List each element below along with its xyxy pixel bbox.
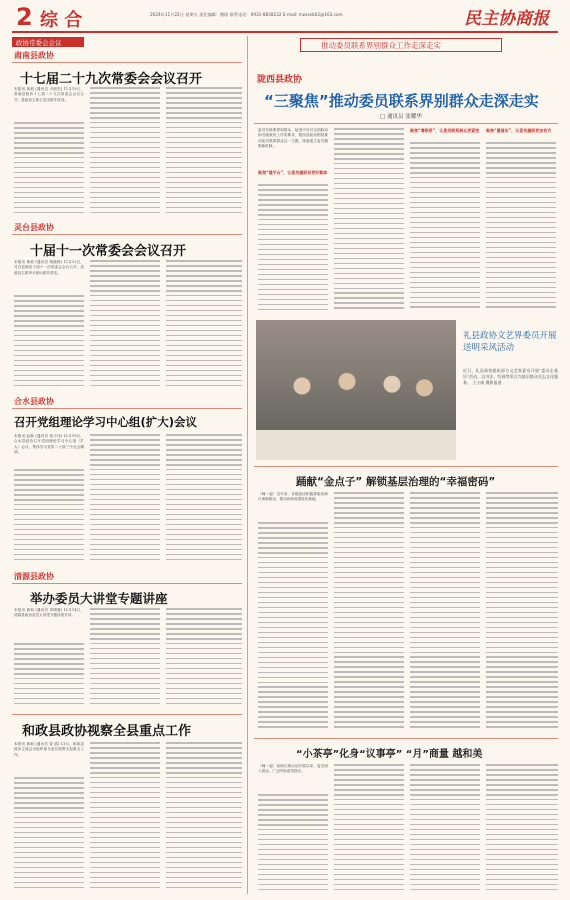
subsection-tag: 推动委员联系界别群众工作走深走实 (300, 38, 502, 52)
page-number: 2 (16, 3, 33, 31)
article-body (14, 469, 84, 564)
article-title: 十届十一次常委会会议召开 (30, 244, 187, 259)
article-body (258, 184, 328, 316)
feature-subhead: 聚焦“建平台”，让委员履职有更好载体 (258, 170, 328, 175)
divider (12, 62, 242, 63)
article-body (486, 492, 558, 732)
article-body (166, 260, 242, 390)
feature-lede: 委员有联系界别群众、接受中央对全国政协和各级政协工作的要求，陇西县政协围绕推动委员联系群众这一主题，探索建立委员履职新机制。 (258, 128, 328, 148)
article-body (14, 777, 84, 892)
article-lede: 本报讯 黄莉 (通讯员 尹丽杰) 11月19日，肃南县政协十七届二十九次常委会会议召开，县政协主席王浩出席并讲话。 (14, 87, 84, 102)
photo-caption: 近日，礼县政协组织部分文艺界委员开展“委员走基层”活动，以书法、绘画等形式为基层群众送去文化服务。 王小威 摄影报道 (463, 368, 558, 385)
article-title: 踊献“金点子” 解锁基层治理的“幸福密码” (296, 476, 496, 488)
header-rule (12, 31, 558, 33)
divider (254, 466, 558, 467)
article-title: 十七届二十九次常委会会议召开 (20, 72, 203, 87)
article-body (90, 608, 160, 708)
article-body (410, 142, 480, 316)
article-body (90, 434, 160, 564)
article-body (14, 122, 84, 217)
article-body (258, 794, 328, 894)
article-body (410, 764, 480, 894)
feature-byline: □ 通讯员 张耀华 (380, 114, 422, 120)
article-body (90, 742, 160, 892)
divider (254, 738, 558, 739)
article-title: “小茶亭”化身“议事亭” “月”商量 越和美 (296, 749, 483, 760)
divider (12, 583, 242, 584)
article-lede: 本报讯 黄莉 (通讯员 杨继锐) 11月12日，灵台县政协十届十一次常委会会议召开，县政协主席李永林出席并讲话。 (14, 260, 84, 275)
article-body (410, 492, 480, 732)
photo-title: 礼县政协文艺界委员开展送明采风活动 (463, 331, 557, 353)
photo-people (266, 350, 446, 440)
article-title: 举办委员大讲堂专题讲座 (30, 591, 168, 606)
article-lede: 本报讯 赵焕 (通讯员 高子玮) 11月19日，合水县政协召开党组理论学习中心组（扩大）会议，集体学习党的二十届三中全会精神。 (14, 434, 84, 454)
article-body (14, 295, 84, 390)
date-line: 2024年11月22日 星期五 责任编辑：熊阳 联系电话：0931-8838232 E-mail: mzxxsb02@163.com (150, 12, 343, 17)
article-lede: （峰一起）近年来，各级政协积极探索协商议事新路径，推动协商成果转化落地。 (258, 492, 328, 502)
article-body (166, 87, 242, 217)
section-name: 综 合 (40, 10, 83, 31)
article-title: 和政县政协视察全县重点工作 (22, 724, 192, 739)
divider (12, 234, 242, 235)
news-photo (256, 320, 456, 460)
masthead: 民主协商报 (464, 9, 549, 29)
article-locale: 清源县政协 (14, 572, 54, 581)
article-lede: （峰一起）协商议事活动开展以来，委员深入群众，广泛听取意见建议。 (258, 764, 328, 774)
article-body (90, 260, 160, 390)
article-body (14, 643, 84, 708)
article-locale: 肃南县政协 (14, 51, 54, 60)
photo-table (256, 430, 456, 460)
divider (254, 123, 558, 124)
article-lede: 本报讯 黄莉 (通讯员 刘增强) 11月14日，清源县政协委员大讲堂专题讲座开讲。 (14, 608, 84, 618)
feature-subhead: 聚焦“重落实”，让委员履职更加有为 (486, 128, 552, 133)
article-locale: 合水县政协 (14, 397, 54, 406)
article-locale: 灵台县政协 (14, 223, 54, 232)
article-body (166, 608, 242, 708)
article-body (166, 434, 242, 564)
article-body (486, 142, 556, 316)
article-body (334, 764, 404, 894)
feature-subhead: 聚焦“增联系”，让委员联系群众更紧密 (410, 128, 480, 133)
article-lede: 本报讯 黄莉 (通讯员 曾 鸥) 11月，和政县政协主席会议组织部分委员视察全县重点工作。 (14, 742, 84, 757)
feature-title: “三聚焦”推动委员联系界别群众走深走实 (264, 92, 539, 110)
article-body (90, 87, 160, 217)
column-rule (247, 36, 248, 894)
article-body (166, 742, 242, 892)
divider (12, 714, 242, 715)
article-locale: 陇西县政协 (257, 75, 303, 85)
article-body (334, 128, 404, 316)
column-tag: 政协常委会会议 (12, 37, 84, 47)
article-body (334, 492, 404, 732)
article-body (486, 764, 558, 894)
page-header (0, 0, 570, 34)
article-body (258, 522, 328, 732)
divider (12, 408, 242, 409)
article-title: 召开党组理论学习中心组(扩大)会议 (14, 415, 198, 429)
